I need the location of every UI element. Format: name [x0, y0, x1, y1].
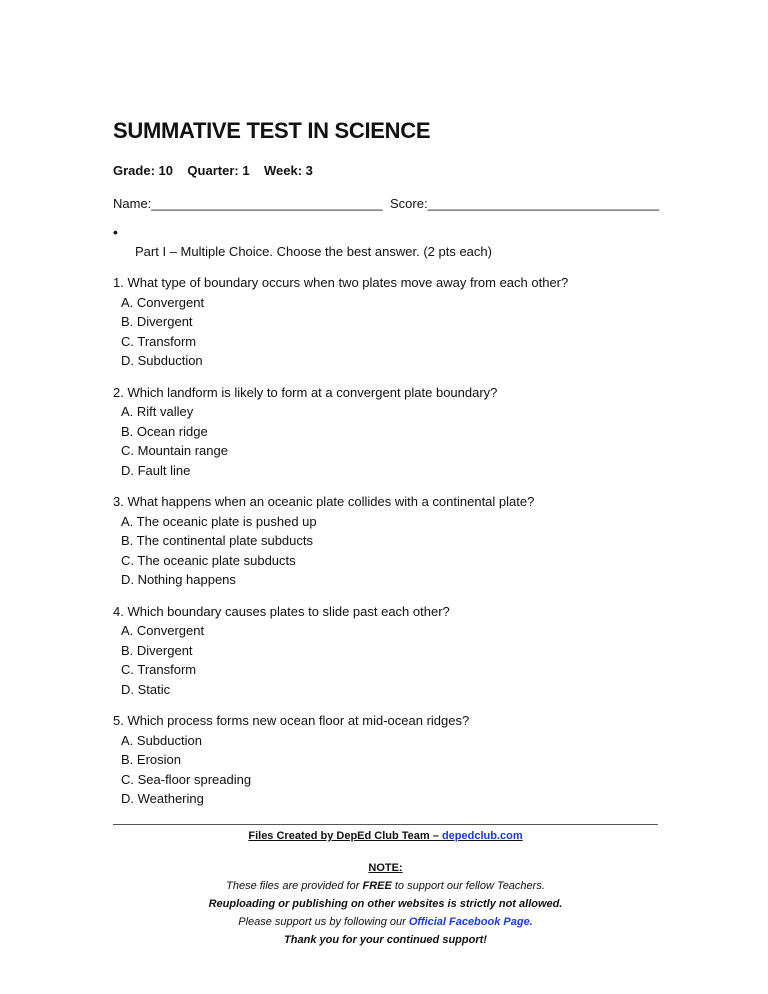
answer-option: C. Sea-floor spreading — [121, 771, 252, 787]
answer-option: D. Nothing happens — [121, 572, 236, 587]
answer-option: D. Subduction — [121, 353, 203, 368]
question-item — [113, 273, 568, 371]
question-text: 4. Which boundary causes plates to slide past each other? — [113, 603, 450, 619]
question-item — [113, 383, 568, 481]
answer-option: D. Fault line — [121, 462, 191, 478]
answer-option: C. Transform — [121, 662, 197, 677]
question-item — [113, 711, 568, 809]
bullet: • — [113, 224, 118, 240]
answer-option: C. Mountain range — [121, 443, 228, 458]
answer-option: B. Divergent — [121, 642, 193, 658]
answer-option: B. Ocean ridge — [121, 423, 208, 439]
note-text: Please support us by following our — [238, 916, 409, 928]
answer-option: A. Convergent — [121, 623, 205, 638]
note-text: These files are provided for — [226, 880, 363, 892]
footer-credit — [113, 827, 658, 845]
name-score-row — [113, 196, 673, 212]
answer-option: A. Subduction — [121, 732, 202, 748]
note-line-3 — [113, 913, 658, 931]
answer-option: D. Weathering — [121, 791, 204, 806]
answer-option: D. Static — [121, 681, 171, 697]
free-text: FREE — [362, 880, 392, 892]
question-text: 1. What type of boundary occurs when two plates move away from each other? — [113, 275, 569, 290]
question-text: 2. Which landform is likely to form at a convergent plate boundary? — [113, 384, 498, 400]
note-label: NOTE: — [368, 862, 403, 874]
answer-option: A. Convergent — [121, 294, 205, 310]
answer-option: B. The continental plate subducts — [121, 533, 313, 548]
note-text: to support our fellow Teachers. — [391, 880, 545, 892]
question-list — [113, 273, 568, 821]
question-item — [113, 602, 568, 700]
answer-option: A. The oceanic plate is pushed up — [121, 513, 317, 529]
note-line-4: Thank you for your continued support! — [284, 934, 487, 946]
question-text: 3. What happens when an oceanic plate collides with a continental plate? — [113, 494, 535, 509]
question-item — [113, 492, 568, 590]
facebook-page-link[interactable]: Official Facebook Page. — [408, 916, 533, 928]
answer-option: C. Transform — [121, 333, 197, 349]
answer-option: B. Erosion — [121, 752, 181, 767]
page-title: SUMMATIVE TEST IN SCIENCE — [113, 118, 431, 143]
credit-text: Files Created by DepEd Club Team – — [248, 830, 442, 842]
part-instruction: Part I – Multiple Choice. Choose the best answer. (2 pts each) — [135, 244, 492, 259]
answer-option: B. Divergent — [121, 314, 193, 329]
answer-option: C. The oceanic plate subducts — [121, 552, 296, 568]
score-field: Score:________________________________ — [390, 196, 659, 211]
footer — [113, 824, 658, 949]
depedclub-link[interactable]: depedclub.com — [441, 830, 523, 842]
question-text: 5. Which process forms new ocean floor at mid-ocean ridges? — [113, 713, 470, 728]
note-line-1 — [113, 877, 658, 895]
answer-option: A. Rift valley — [121, 404, 194, 419]
grade-quarter-week: Grade: 10 Quarter: 1 Week: 3 — [113, 163, 313, 178]
name-field: Name:________________________________ — [113, 196, 383, 211]
note-line-2: Reuploading or publishing on other websites is strictly not allowed. — [208, 898, 563, 910]
